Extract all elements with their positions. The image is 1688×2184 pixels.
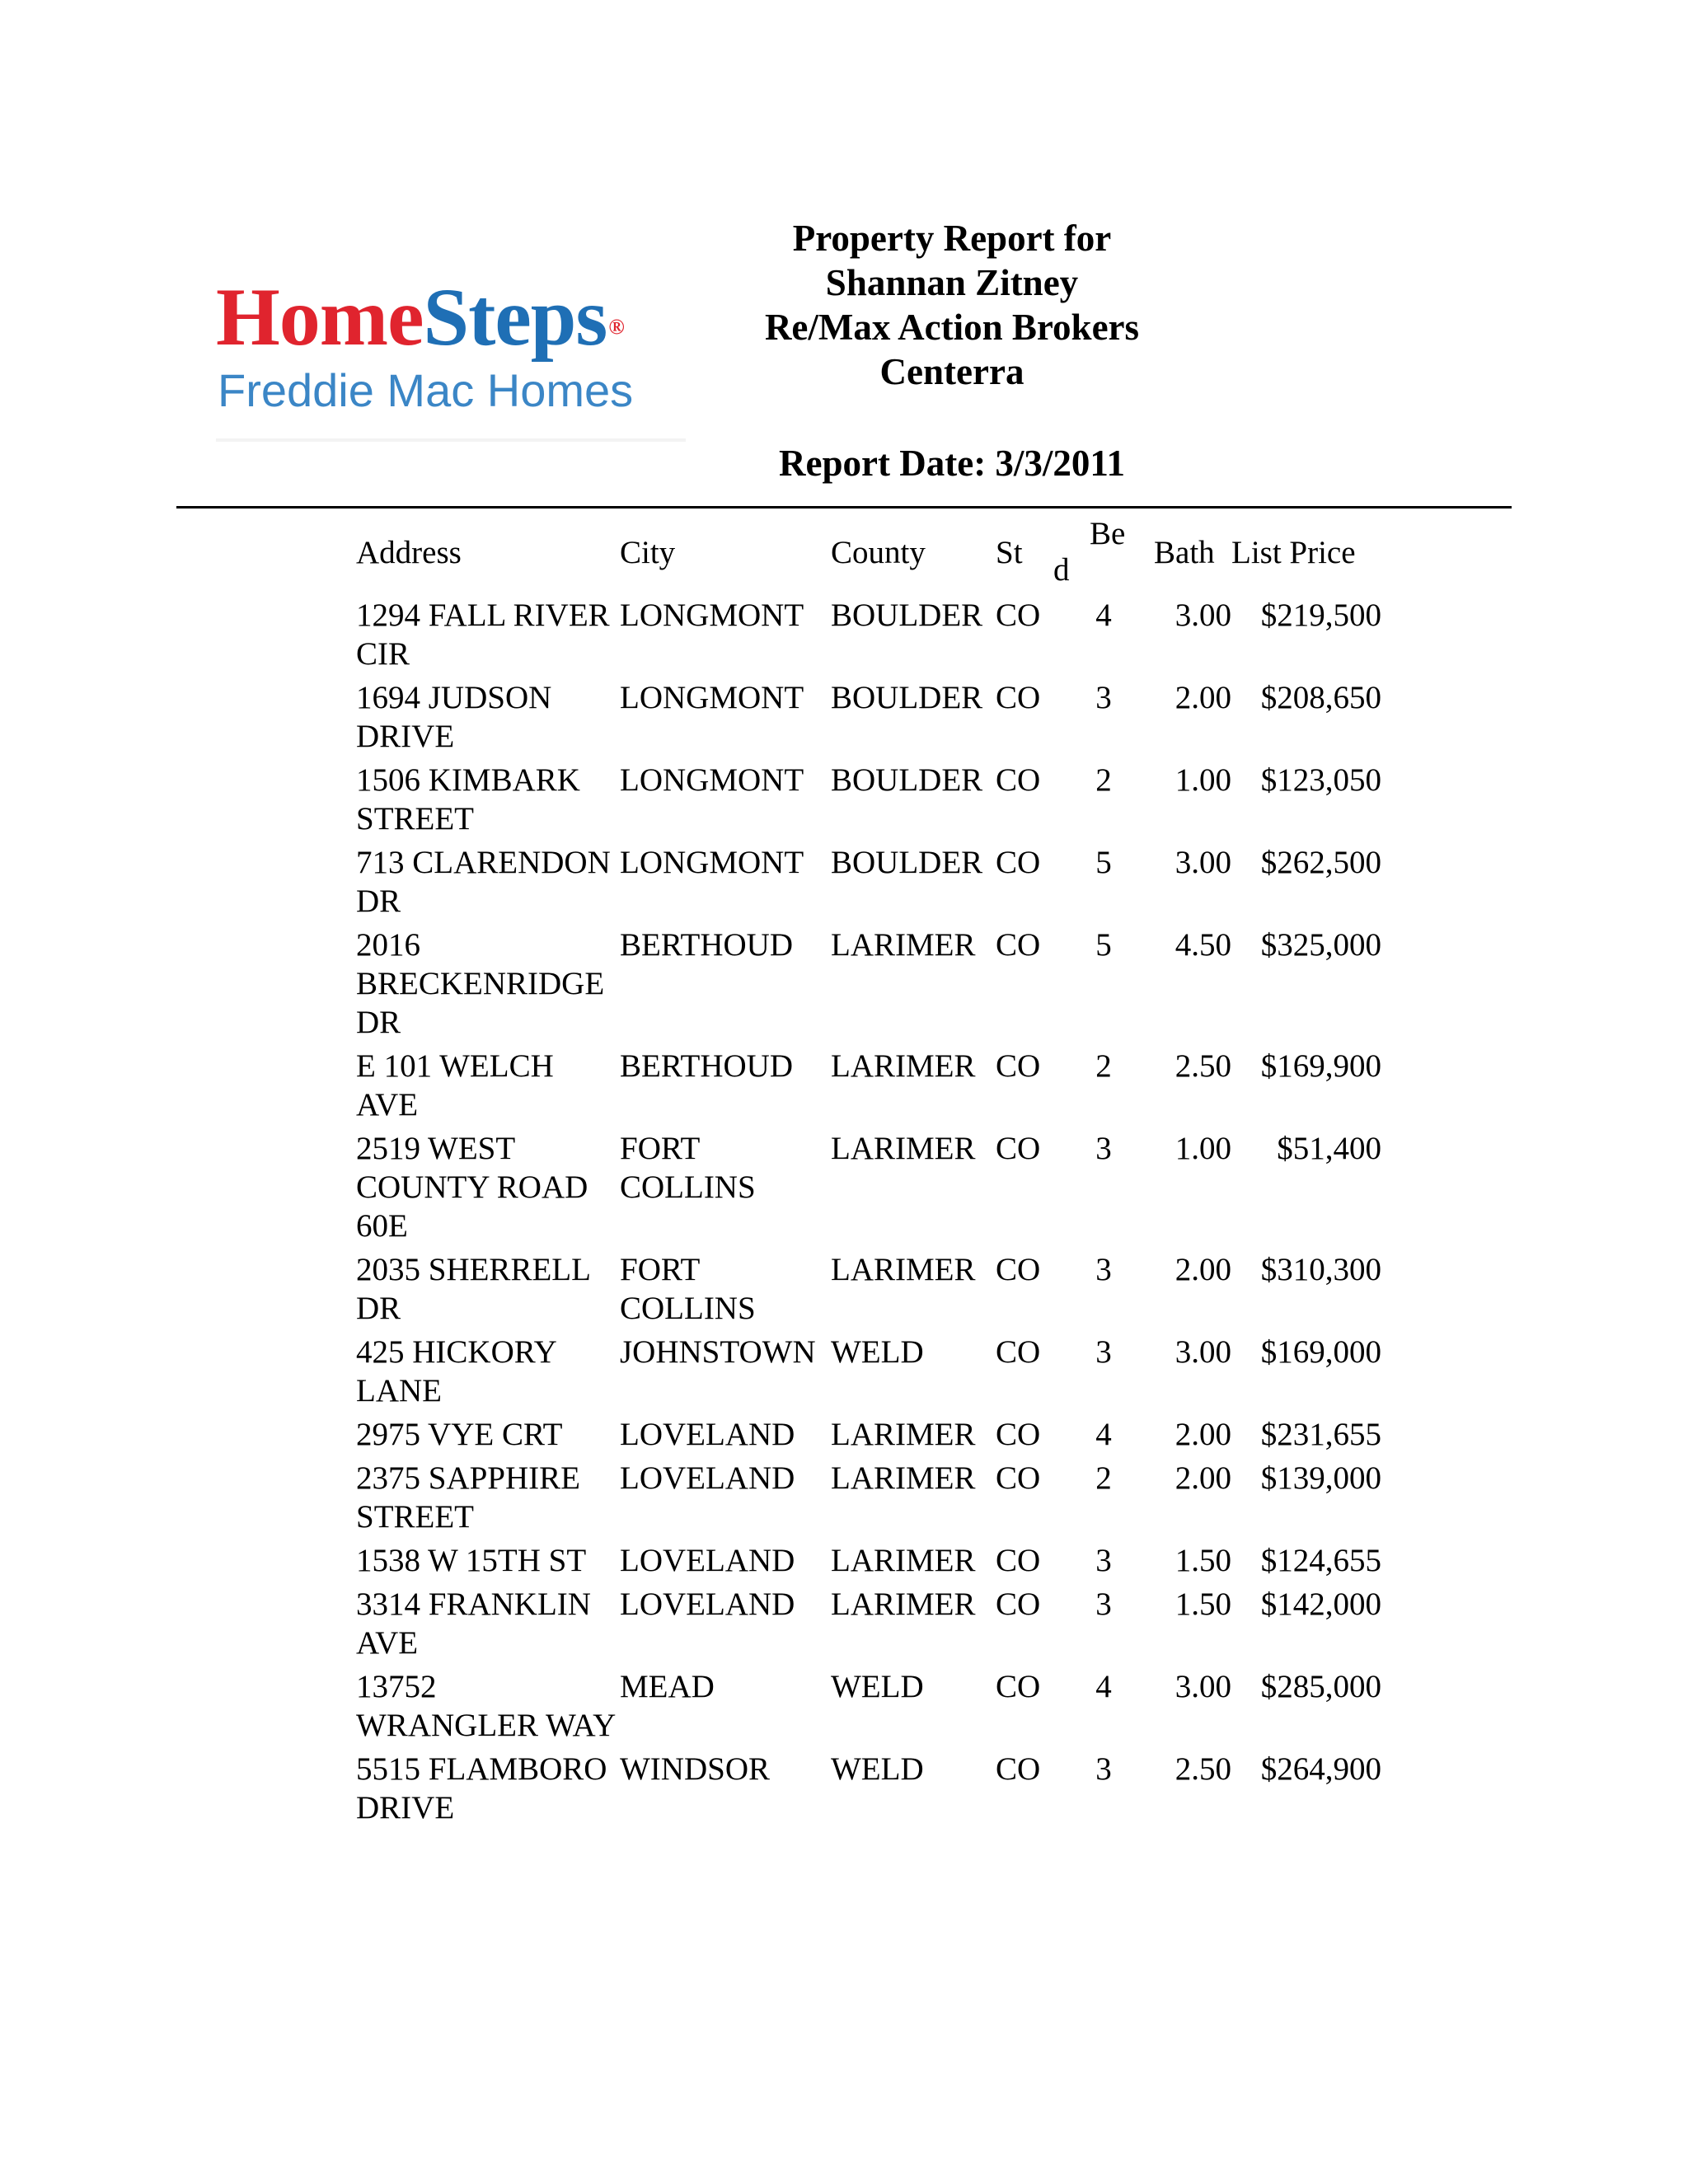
cell-state: CO <box>996 1252 1041 1287</box>
cell-bed: 5 <box>1095 845 1112 880</box>
cell-price: $325,000 <box>1260 927 1381 963</box>
cell-bed: 3 <box>1095 1586 1112 1622</box>
cell-state: CO <box>996 1543 1041 1578</box>
table-row <box>356 841 1381 923</box>
cell-price: $124,655 <box>1260 1543 1381 1578</box>
cell-state: CO <box>996 762 1041 798</box>
logo-steps-text: Steps <box>423 271 607 363</box>
table-row <box>356 1582 1381 1665</box>
logo-wordmark <box>216 272 624 363</box>
cell-bed: 2 <box>1095 1460 1112 1496</box>
table-header-row <box>356 511 1381 593</box>
col-header-bed-line2: d <box>1053 552 1070 588</box>
registered-mark: ® <box>608 315 624 339</box>
logo-tagline: Freddie Mac Homes <box>218 364 634 416</box>
cell-bath: 2.00 <box>1175 1252 1231 1287</box>
table-row <box>356 1413 1381 1456</box>
cell-city: FORT COLLINS <box>620 1131 756 1205</box>
cell-price: $208,650 <box>1260 680 1381 715</box>
cell-state: CO <box>996 1460 1041 1496</box>
cell-address: 1294 FALL RIVER CIR <box>356 598 610 672</box>
cell-bath: 3.00 <box>1175 1669 1231 1704</box>
cell-county: BOULDER <box>831 680 983 715</box>
report-header <box>717 216 1187 394</box>
brokerage-name: Re/Max Action Brokers <box>764 307 1140 348</box>
cell-state: CO <box>996 1048 1041 1084</box>
office-name: Centerra <box>879 351 1025 392</box>
col-header-city: City <box>620 534 676 570</box>
property-table <box>356 511 1381 1830</box>
cell-bed: 4 <box>1095 1669 1112 1704</box>
cell-address: 2975 VYE CRT <box>356 1417 563 1452</box>
cell-bed: 5 <box>1095 927 1112 963</box>
cell-county: WELD <box>831 1334 924 1370</box>
cell-city: LONGMONT <box>620 845 804 880</box>
cell-county: LARIMER <box>831 1131 976 1166</box>
cell-city: LONGMONT <box>620 598 804 633</box>
cell-bath: 2.50 <box>1175 1751 1231 1787</box>
cell-address: E 101 WELCH AVE <box>356 1048 554 1122</box>
cell-address: 1694 JUDSON DRIVE <box>356 680 552 754</box>
table-row <box>356 1665 1381 1747</box>
cell-bath: 1.50 <box>1175 1586 1231 1622</box>
cell-state: CO <box>996 927 1041 963</box>
col-header-bed <box>1053 511 1154 593</box>
cell-state: CO <box>996 1131 1041 1166</box>
cell-city: LOVELAND <box>620 1586 795 1622</box>
cell-address: 713 CLARENDON DR <box>356 845 611 919</box>
table-row <box>356 1456 1381 1539</box>
col-header-state: St <box>996 534 1023 570</box>
cell-bed: 3 <box>1095 1252 1112 1287</box>
cell-city: MEAD <box>620 1669 715 1704</box>
cell-address: 2016 BRECKENRIDGE DR <box>356 927 605 1040</box>
cell-bath: 2.00 <box>1175 1417 1231 1452</box>
cell-city: BERTHOUD <box>620 927 793 963</box>
homesteps-logo <box>216 272 694 445</box>
cell-address: 2375 SAPPHIRE STREET <box>356 1460 580 1535</box>
cell-city: LOVELAND <box>620 1460 795 1496</box>
cell-state: CO <box>996 1417 1041 1452</box>
col-header-county: County <box>831 534 926 570</box>
cell-state: CO <box>996 1669 1041 1704</box>
cell-price: $219,500 <box>1260 598 1381 633</box>
table-row <box>356 1747 1381 1830</box>
cell-county: BOULDER <box>831 762 983 798</box>
cell-address: 2035 SHERRELL DR <box>356 1252 590 1326</box>
cell-bed: 3 <box>1095 680 1112 715</box>
logo-underline-shadow <box>216 438 686 442</box>
cell-state: CO <box>996 1334 1041 1370</box>
cell-price: $139,000 <box>1260 1460 1381 1496</box>
cell-address: 1538 W 15TH ST <box>356 1543 587 1578</box>
cell-city: FORT COLLINS <box>620 1252 756 1326</box>
cell-address: 2519 WEST COUNTY ROAD 60E <box>356 1131 588 1244</box>
cell-price: $264,900 <box>1260 1751 1381 1787</box>
cell-city: WINDSOR <box>620 1751 770 1787</box>
cell-address: 13752 WRANGLER WAY <box>356 1669 617 1743</box>
cell-city: JOHNSTOWN <box>620 1334 816 1370</box>
cell-city: LONGMONT <box>620 680 804 715</box>
table-row <box>356 1248 1381 1330</box>
cell-county: BOULDER <box>831 598 983 633</box>
cell-price: $262,500 <box>1260 845 1381 880</box>
cell-address: 425 HICKORY LANE <box>356 1334 556 1408</box>
cell-bed: 2 <box>1095 1048 1112 1084</box>
table-row <box>356 923 1381 1044</box>
cell-bed: 3 <box>1095 1334 1112 1370</box>
cell-bath: 2.50 <box>1175 1048 1231 1084</box>
cell-state: CO <box>996 845 1041 880</box>
cell-bed: 3 <box>1095 1751 1112 1787</box>
cell-city: BERTHOUD <box>620 1048 793 1084</box>
cell-price: $310,300 <box>1260 1252 1381 1287</box>
cell-bath: 3.00 <box>1175 598 1231 633</box>
cell-state: CO <box>996 598 1041 633</box>
cell-state: CO <box>996 1751 1041 1787</box>
cell-bath: 3.00 <box>1175 1334 1231 1370</box>
cell-county: LARIMER <box>831 927 976 963</box>
cell-city: LOVELAND <box>620 1417 795 1452</box>
cell-city: LOVELAND <box>620 1543 795 1578</box>
cell-price: $51,400 <box>1277 1131 1381 1166</box>
header-divider <box>176 506 1512 509</box>
cell-county: LARIMER <box>831 1048 976 1084</box>
col-header-address: Address <box>356 534 462 570</box>
cell-county: LARIMER <box>831 1460 976 1496</box>
report-date: Report Date: 3/3/2011 <box>779 443 1125 484</box>
cell-county: LARIMER <box>831 1543 976 1578</box>
cell-county: LARIMER <box>831 1586 976 1622</box>
cell-bed: 3 <box>1095 1543 1112 1578</box>
table-row <box>356 1127 1381 1248</box>
table-row <box>356 1044 1381 1127</box>
cell-address: 5515 FLAMBORO DRIVE <box>356 1751 607 1825</box>
table-row <box>356 676 1381 758</box>
logo-home-text: Home <box>216 271 424 363</box>
cell-price: $285,000 <box>1260 1669 1381 1704</box>
col-header-bath: Bath <box>1154 534 1215 570</box>
col-header-price: List Price <box>1231 534 1356 570</box>
cell-county: LARIMER <box>831 1252 976 1287</box>
cell-bath: 2.00 <box>1175 680 1231 715</box>
cell-address: 3314 FRANKLIN AVE <box>356 1586 591 1661</box>
cell-bed: 3 <box>1095 1131 1112 1166</box>
table-row <box>356 593 1381 676</box>
cell-price: $123,050 <box>1260 762 1381 798</box>
cell-price: $142,000 <box>1260 1586 1381 1622</box>
cell-bath: 2.00 <box>1175 1460 1231 1496</box>
cell-bath: 1.00 <box>1175 1131 1231 1166</box>
cell-bed: 2 <box>1095 762 1112 798</box>
cell-price: $169,900 <box>1260 1048 1381 1084</box>
cell-state: CO <box>996 1586 1041 1622</box>
cell-bath: 4.50 <box>1175 927 1231 963</box>
cell-county: LARIMER <box>831 1417 976 1452</box>
report-title: Property Report for <box>792 218 1112 259</box>
cell-bed: 4 <box>1095 598 1112 633</box>
table-row <box>356 1539 1381 1582</box>
cell-bath: 3.00 <box>1175 845 1231 880</box>
cell-price: $231,655 <box>1260 1417 1381 1452</box>
cell-price: $169,000 <box>1260 1334 1381 1370</box>
cell-bed: 4 <box>1095 1417 1112 1452</box>
table-row <box>356 1330 1381 1413</box>
cell-county: WELD <box>831 1751 924 1787</box>
cell-city: LONGMONT <box>620 762 804 798</box>
cell-county: WELD <box>831 1669 924 1704</box>
cell-bath: 1.50 <box>1175 1543 1231 1578</box>
cell-address: 1506 KIMBARK STREET <box>356 762 580 837</box>
agent-name: Shannan Zitney <box>825 262 1079 303</box>
col-header-bed-line1: Be <box>1090 516 1126 551</box>
cell-state: CO <box>996 680 1041 715</box>
cell-bath: 1.00 <box>1175 762 1231 798</box>
cell-county: BOULDER <box>831 845 983 880</box>
table-row <box>356 758 1381 841</box>
